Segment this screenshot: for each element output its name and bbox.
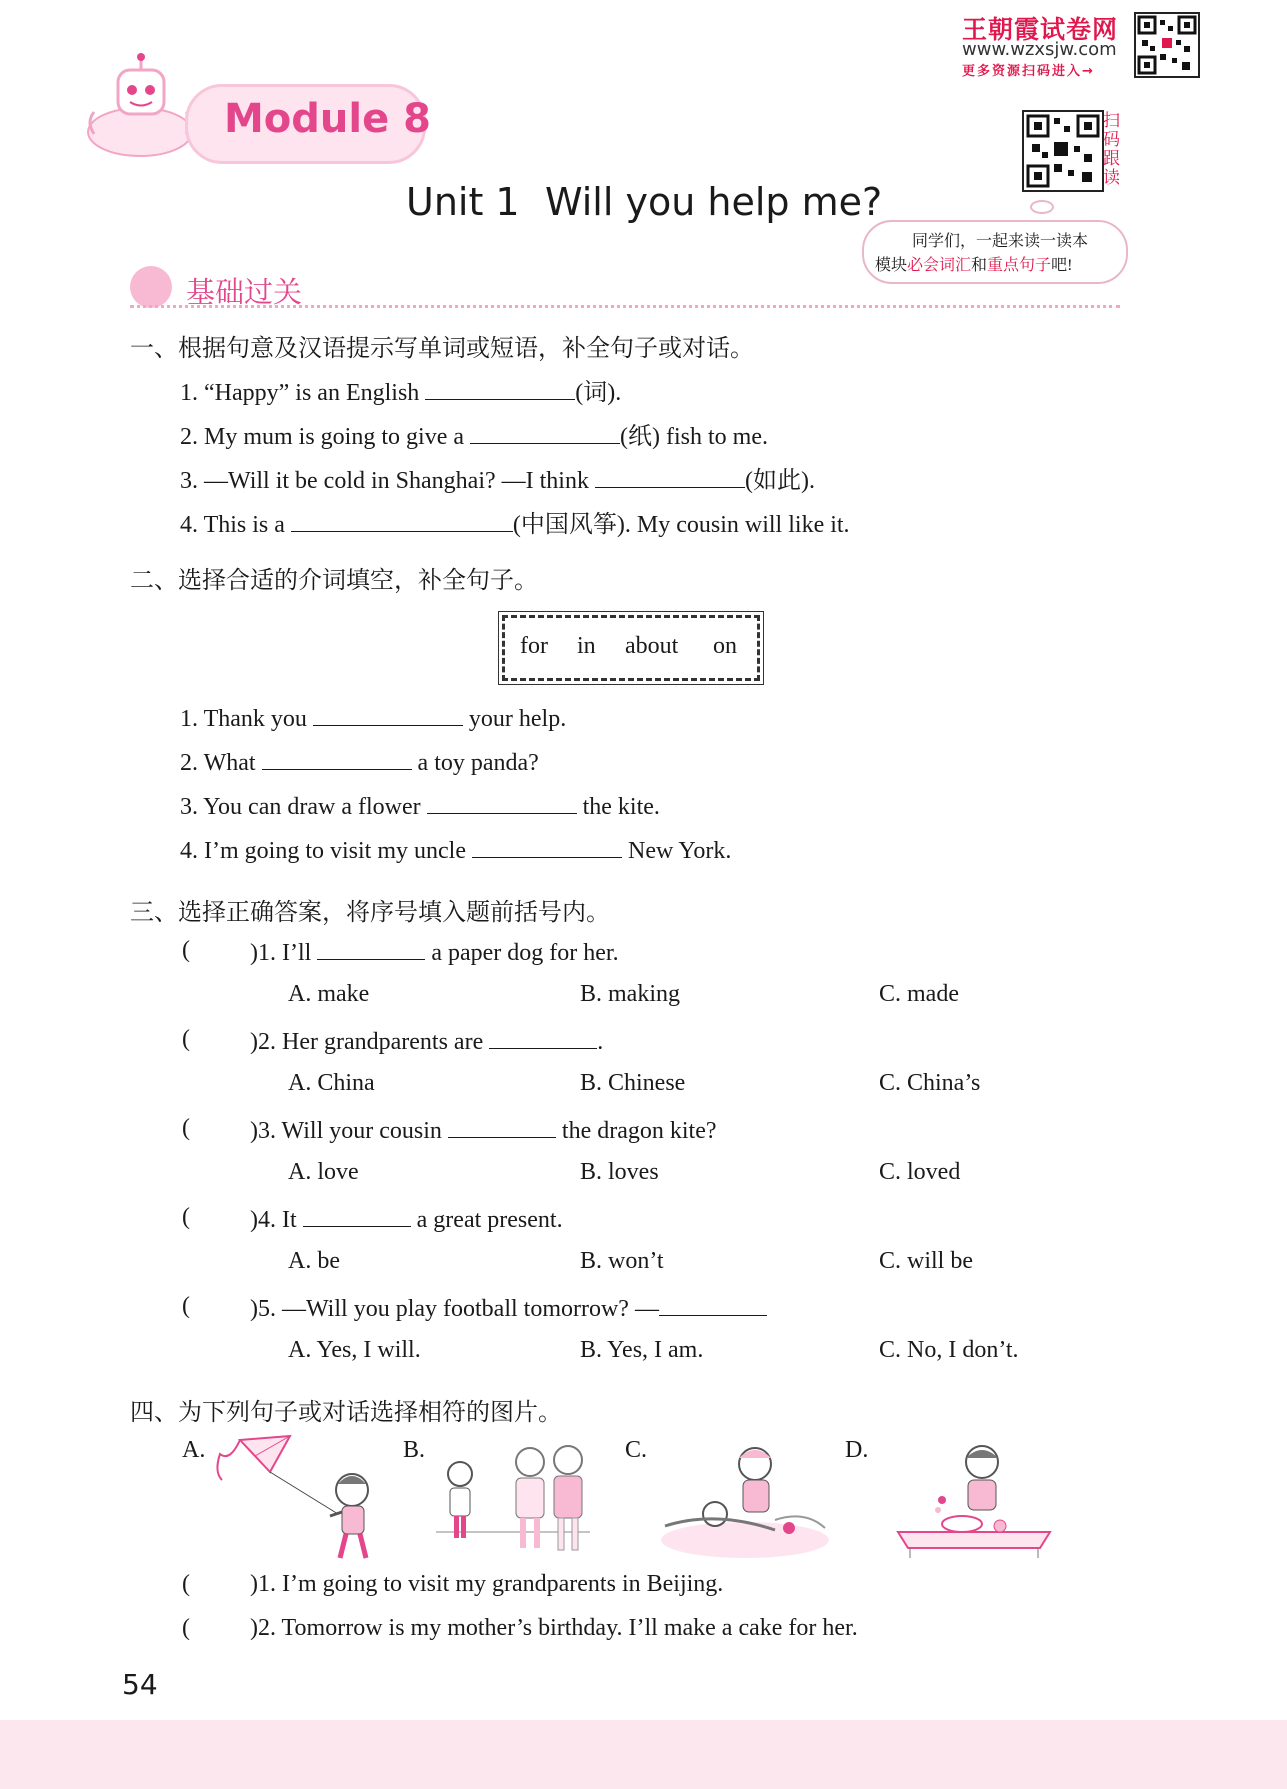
s3-question-3: )3. Will your cousin the dragon kite? [250,1115,717,1145]
word-box-word: in [577,633,596,659]
s3-question-5: )5. —Will you play football tomorrow? — [250,1293,767,1323]
s2-item-3: 3. You can draw a flower the kite. [180,791,660,821]
answer-blank [303,1204,411,1227]
option-b[interactable]: B. making [580,981,680,1007]
option-c[interactable]: C. No, I don’t. [879,1337,1019,1363]
unit-title: Will you help me? [545,180,883,224]
option-b[interactable]: B. loves [580,1159,659,1185]
section1-title: 一、根据句意及汉语提示写单词或短语，补全句子或对话。 [130,334,754,362]
answer-blank[interactable] [291,509,513,532]
bubble-line-2: 模块必会词汇和重点句子吧! [875,257,1073,274]
s1-item-4: 4. This is a (中国风筝). My cousin will like it. [180,504,850,539]
section4-title: 四、为下列句子或对话选择相符的图片。 [130,1398,562,1426]
picture-label-a: A. [182,1437,206,1463]
s2-item-4: 4. I’m going to visit my uncle New York. [180,835,731,865]
globe-icon [130,266,172,308]
s4-item-2: )2. Tomorrow is my mother’s birthday. I’ll make a cake for her. [250,1615,858,1641]
s2-item-2: 2. What a toy panda? [180,747,539,777]
s4-item-1: )1. I’m going to visit my grandparents in Beijing. [250,1571,724,1597]
brand-more-text: 更多资源扫码进入→ [962,64,1095,79]
answer-blank[interactable] [595,465,745,488]
answer-blank [317,937,425,960]
s1-item-3: 3. —Will it be cold in Shanghai? —I think (如此). [180,460,815,495]
answer-paren[interactable]: ( [182,1115,190,1141]
answer-blank[interactable] [313,703,463,726]
s1-item-1: 1. “Happy” is an English (词). [180,372,621,407]
picture-a-kite-icon[interactable] [210,1432,390,1564]
answer-blank[interactable] [262,747,412,770]
footer-band [0,1720,1287,1789]
read-along-qr-code-icon[interactable] [1022,110,1104,192]
s3-question-4: )4. It a great present. [250,1204,563,1234]
option-b[interactable]: B. won’t [580,1248,664,1274]
answer-paren[interactable]: ( [182,1026,190,1052]
answer-blank [448,1115,556,1138]
option-b[interactable]: B. Yes, I am. [580,1337,704,1363]
answer-blank[interactable] [425,377,575,400]
answer-blank [659,1293,767,1316]
unit-number: Unit 1 [406,180,520,224]
answer-paren[interactable]: ( [182,1293,190,1319]
answer-blank[interactable] [427,791,577,814]
option-a[interactable]: A. Yes, I will. [288,1337,421,1363]
robot-mascot-icon [80,52,200,162]
s3-question-1: )1. I’ll a paper dog for her. [250,937,619,967]
option-a[interactable]: A. be [288,1248,340,1274]
option-c[interactable]: C. made [879,981,959,1007]
page-number: 54 [122,1668,158,1701]
s2-item-1: 1. Thank you your help. [180,703,566,733]
answer-blank[interactable] [470,421,620,444]
answer-paren[interactable]: ( [182,1571,190,1597]
basics-heading: 基础过关 [186,275,303,309]
section3-title: 三、选择正确答案，将序号填入题前括号内。 [130,898,610,926]
option-a[interactable]: A. love [288,1159,359,1185]
option-b[interactable]: B. Chinese [580,1070,686,1096]
word-box-word: about [625,633,679,659]
answer-blank [489,1026,597,1049]
answer-paren[interactable]: ( [182,937,190,963]
answer-paren[interactable]: ( [182,1615,190,1641]
brand-qr-code-icon[interactable] [1134,12,1200,78]
brand-name: 王朝霞试卷网 [962,15,1119,44]
dotted-divider [130,305,1120,308]
bubble-line-1: 同学们，一起来读一读本 [912,233,1089,250]
word-box-word: on [713,633,737,659]
scan-to-read-label: 扫码跟读 [1103,111,1120,188]
picture-label-c: C. [625,1437,648,1463]
answer-blank[interactable] [472,835,622,858]
bubble-dot-icon [1030,200,1054,214]
picture-label-d: D. [845,1437,869,1463]
module-title: Module 8 [224,96,431,142]
option-c[interactable]: C. loved [879,1159,961,1185]
option-a[interactable]: A. China [288,1070,375,1096]
option-a[interactable]: A. make [288,981,370,1007]
word-box-word: for [520,633,548,659]
s3-question-2: )2. Her grandparents are . [250,1026,603,1056]
brand-url[interactable]: www.wzxsjw.com [962,39,1117,60]
option-c[interactable]: C. will be [879,1248,973,1274]
answer-paren[interactable]: ( [182,1204,190,1230]
picture-label-b: B. [403,1437,426,1463]
s1-item-2: 2. My mum is going to give a (纸) fish to me. [180,416,768,451]
picture-c-playing-icon[interactable] [655,1440,835,1564]
section2-title: 二、选择合适的介词填空，补全句子。 [130,566,538,594]
picture-b-grandparents-icon[interactable] [430,1440,600,1564]
picture-d-cake-icon[interactable] [890,1440,1060,1564]
option-c[interactable]: C. China’s [879,1070,981,1096]
